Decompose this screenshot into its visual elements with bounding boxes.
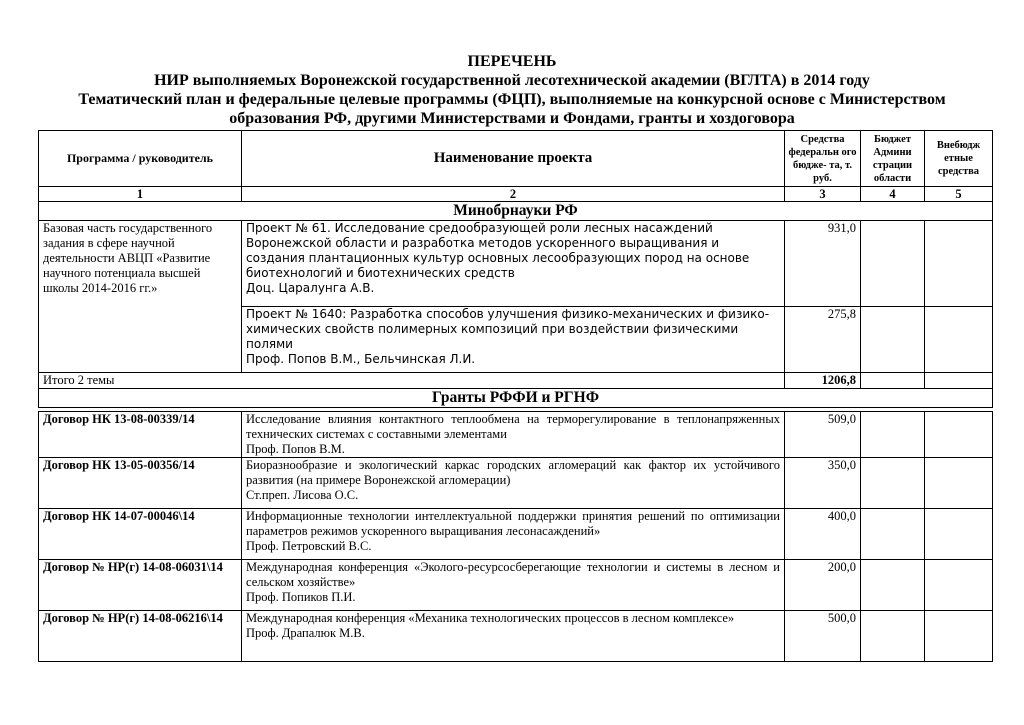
federal-amount: 400,0 (785, 509, 861, 560)
offbudget-amount (925, 412, 993, 458)
regional-amount (861, 560, 925, 611)
header-line-1: ПЕРЕЧЕНЬ (467, 53, 557, 70)
federal-amount: 275,8 (785, 307, 861, 373)
total-row (39, 373, 993, 389)
table-row (39, 509, 993, 560)
project-title: Информационные технологии интеллектуальной поддержки принятия решений по оптимизации параметров режимов ускоренного выращивания лесонасаждений» (246, 509, 780, 538)
header-line-3: Тематический план и федеральные целевые программы (ФЦП), выполняемые на конкурсной основе с Министерством (78, 91, 946, 108)
offbudget-amount (925, 373, 993, 389)
project-cell (242, 509, 785, 560)
federal-amount: 509,0 (785, 412, 861, 458)
section-row (39, 202, 993, 221)
research-table (38, 130, 993, 662)
col-header-name: Наименование проекта (242, 131, 785, 187)
project-title: Проект № 1640: Разработка способов улучшения физико-механических и физико-химических свойств полимерных композиций при воздействии физическими полями (246, 307, 770, 351)
table-row (39, 611, 993, 662)
project-leader: Проф. Попов В.М. (246, 442, 345, 456)
project-title: Исследование влияния контактного теплообмена на терморегулирование в теплонапряженных технических системах с составными элементами (246, 412, 780, 441)
project-title: Международная конференция «Эколого-ресурсосберегающие технологии и системы в лесном и сельском хозяйстве» (246, 560, 780, 589)
col-header-regional: Бюджет Админи страции области (861, 131, 925, 187)
regional-amount (861, 307, 925, 373)
project-leader: Доц. Царалунга А.В. (246, 281, 375, 295)
project-cell (242, 458, 785, 509)
project-title: Проект № 61. Исследование средообразующей роли лесных насаждений Воронежской области и разработка методов ускоренного выращивания и создания плантационных культур основных лесообразующих пород на основе биотехнологий и биотехнических средств (246, 221, 750, 280)
federal-amount: 350,0 (785, 458, 861, 509)
project-leader: Проф. Драпалюк М.В. (246, 626, 365, 640)
regional-amount (861, 373, 925, 389)
offbudget-amount (925, 560, 993, 611)
offbudget-amount (925, 458, 993, 509)
offbudget-amount (925, 221, 993, 307)
section-title-minobrnauki: Минобрнауки РФ (39, 202, 993, 221)
project-cell (242, 221, 785, 307)
regional-amount (861, 509, 925, 560)
project-title: Биоразнообразие и экологический каркас городских агломераций как фактор их устойчивого развития (на примере Воронежской агломерации) (246, 458, 780, 487)
project-cell (242, 560, 785, 611)
offbudget-amount (925, 509, 993, 560)
project-cell (242, 611, 785, 662)
regional-amount (861, 412, 925, 458)
federal-amount: 931,0 (785, 221, 861, 307)
contract-cell: Договор № НР(г) 14-08-06216\14 (39, 611, 242, 662)
table-header-row (39, 131, 993, 187)
project-cell (242, 412, 785, 458)
col-number: 2 (242, 187, 785, 202)
table-row (39, 560, 993, 611)
col-header-offbudget: Внебюдж етные средства (925, 131, 993, 187)
project-cell (242, 307, 785, 373)
contract-cell: Договор НК 14-07-00046\14 (39, 509, 242, 560)
regional-amount (861, 458, 925, 509)
offbudget-amount (925, 611, 993, 662)
section-title-grants: Гранты РФФИ и РГНФ (39, 389, 993, 408)
contract-cell: Договор № НР(г) 14-08-06031\14 (39, 560, 242, 611)
table-row (39, 412, 993, 458)
federal-amount: 200,0 (785, 560, 861, 611)
col-header-program: Программа / руководитель (39, 131, 242, 187)
col-header-federal: Средства федеральн ого бюдже- та, т. руб. (785, 131, 861, 187)
project-leader: Проф. Попиков П.И. (246, 590, 356, 604)
col-number: 1 (39, 187, 242, 202)
project-leader: Проф. Петровский В.С. (246, 539, 372, 553)
column-number-row (39, 187, 993, 202)
table-row (39, 221, 993, 307)
offbudget-amount (925, 307, 993, 373)
project-title: Международная конференция «Механика технологических процессов в лесном комплексе» (246, 611, 735, 625)
program-cell: Базовая часть государственного задания в сфере научной деятельности АВЦП «Развитие научного потенциала высшей школы 2014-2016 гг.» (39, 221, 242, 373)
header-line-4: образования РФ, другими Министерствами и Фондами, гранты и хоздоговора (229, 110, 795, 127)
regional-amount (861, 221, 925, 307)
total-amount: 1206,8 (785, 373, 861, 389)
total-label: Итого 2 темы (39, 373, 785, 389)
regional-amount (861, 611, 925, 662)
col-number: 5 (925, 187, 993, 202)
document-header (0, 52, 1024, 128)
section-row (39, 389, 993, 408)
col-number: 4 (861, 187, 925, 202)
header-line-2: НИР выполняемых Воронежской государственной лесотехнической академии (ВГЛТА) в 2014 году (154, 72, 870, 89)
table-row (39, 458, 993, 509)
project-leader: Ст.преп. Лисова О.С. (246, 488, 359, 502)
federal-amount: 500,0 (785, 611, 861, 662)
contract-cell: Договор НК 13-08-00339/14 (39, 412, 242, 458)
project-leader: Проф. Попов В.М., Бельчинская Л.И. (246, 352, 476, 366)
contract-cell: Договор НК 13-05-00356/14 (39, 458, 242, 509)
col-number: 3 (785, 187, 861, 202)
